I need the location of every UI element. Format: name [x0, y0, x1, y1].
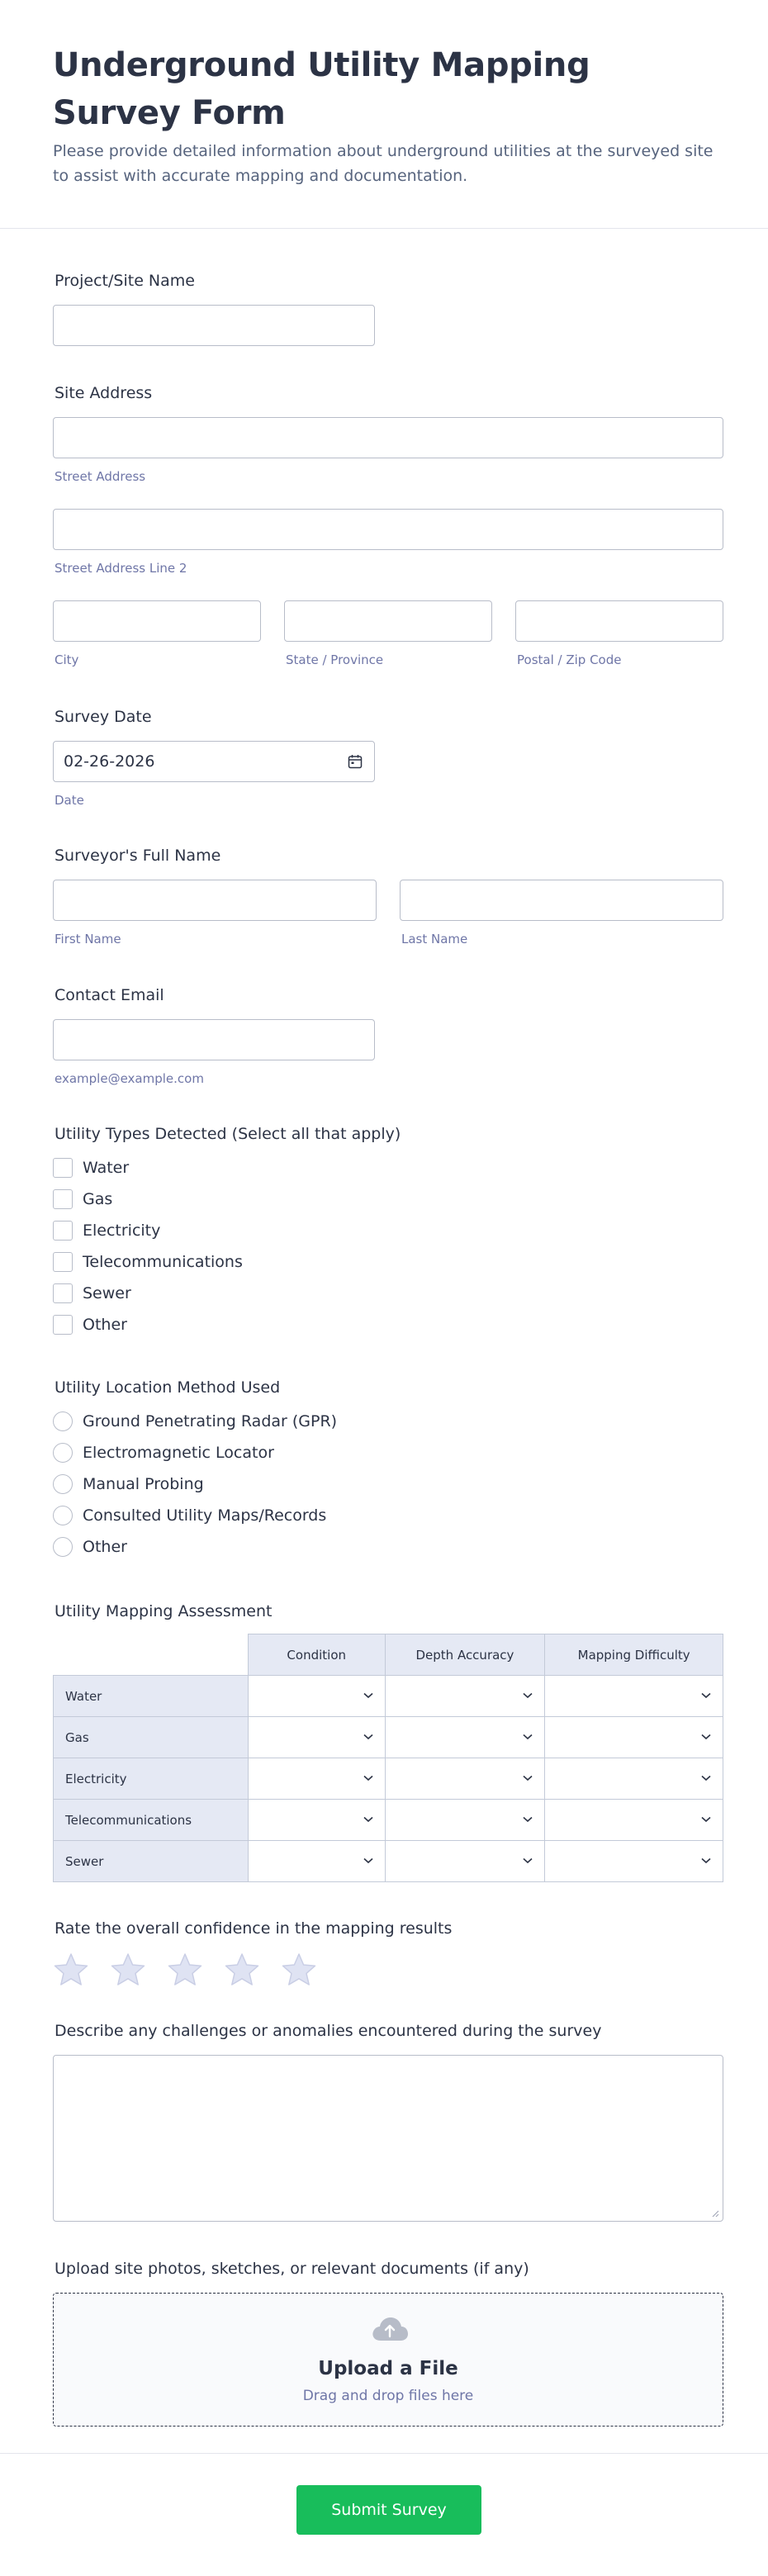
matrix-dropdown[interactable]	[248, 1717, 385, 1758]
location-method-field	[53, 1377, 723, 1567]
utility-type-option[interactable]	[53, 1188, 112, 1210]
survey-date-value: 02-26-2026	[64, 752, 155, 771]
location-method-label: Utility Location Method Used	[55, 1378, 281, 1397]
option-label: Water	[83, 1159, 130, 1177]
chevron-down-icon	[701, 1857, 711, 1864]
last-name-input[interactable]	[400, 880, 723, 921]
zip-sublabel: Postal / Zip Code	[517, 652, 622, 667]
address-label: Site Address	[55, 384, 153, 402]
chevron-down-icon	[523, 1775, 533, 1781]
chevron-down-icon	[701, 1734, 711, 1740]
location-method-option[interactable]	[53, 1473, 204, 1495]
survey-date-label: Survey Date	[55, 708, 152, 726]
first-name-sublabel: First Name	[55, 932, 121, 946]
matrix-dropdown[interactable]	[248, 1676, 385, 1717]
city-sublabel: City	[55, 652, 79, 667]
option-label: Other	[83, 1538, 127, 1556]
star-icon[interactable]	[167, 1952, 203, 1987]
file-dropzone[interactable]	[53, 2293, 723, 2427]
option-label: Ground Penetrating Radar (GPR)	[83, 1412, 338, 1430]
matrix-row-header: Gas	[54, 1717, 249, 1758]
option-label: Telecommunications	[83, 1253, 243, 1271]
utility-type-option[interactable]	[53, 1283, 131, 1304]
project-input[interactable]	[53, 305, 375, 346]
calendar-icon[interactable]	[348, 754, 363, 769]
chevron-down-icon	[363, 1775, 373, 1781]
location-method-option[interactable]	[53, 1536, 127, 1558]
street-address-line2-sublabel: Street Address Line 2	[55, 561, 187, 576]
chevron-down-icon	[363, 1734, 373, 1740]
chevron-down-icon	[523, 1816, 533, 1823]
star-rating	[53, 1952, 338, 1987]
city-input[interactable]	[53, 600, 261, 642]
option-label: Sewer	[83, 1284, 131, 1302]
street-address-sublabel: Street Address	[55, 469, 146, 484]
matrix-dropdown[interactable]	[385, 1676, 545, 1717]
matrix-row-header: Telecommunications	[54, 1800, 249, 1841]
radio[interactable]	[53, 1474, 73, 1494]
chevron-down-icon	[701, 1775, 711, 1781]
first-name-input[interactable]	[53, 880, 377, 921]
chevron-down-icon	[363, 1692, 373, 1699]
star-icon[interactable]	[110, 1952, 146, 1987]
star-icon[interactable]	[281, 1952, 317, 1987]
submit-button[interactable]: Submit Survey	[296, 2485, 481, 2535]
option-label: Gas	[83, 1190, 113, 1208]
matrix-row-header: Water	[54, 1676, 249, 1717]
email-label: Contact Email	[55, 986, 164, 1004]
email-sublabel: example@example.com	[55, 1071, 204, 1086]
matrix-dropdown[interactable]	[385, 1841, 545, 1882]
project-label: Project/Site Name	[55, 272, 195, 290]
matrix-dropdown[interactable]	[545, 1717, 723, 1758]
upload-subtitle: Drag and drop files here	[302, 2388, 474, 2404]
cloud-upload-icon	[371, 2315, 409, 2343]
radio[interactable]	[53, 1443, 73, 1463]
location-method-option[interactable]	[53, 1505, 326, 1526]
assessment-matrix	[53, 1634, 723, 1882]
street-address-input[interactable]	[53, 417, 723, 458]
option-label: Manual Probing	[83, 1475, 204, 1493]
street-address-line2-input[interactable]	[53, 509, 723, 550]
last-name-sublabel: Last Name	[401, 932, 468, 946]
resize-handle-icon[interactable]	[711, 2209, 719, 2218]
location-method-option[interactable]	[53, 1411, 337, 1432]
state-input[interactable]	[284, 600, 492, 642]
form-footer	[0, 2453, 768, 2576]
star-icon[interactable]	[53, 1952, 89, 1987]
challenges-label: Describe any challenges or anomalies encountered during the survey	[55, 2022, 602, 2040]
star-icon[interactable]	[224, 1952, 260, 1987]
matrix-dropdown[interactable]	[545, 1800, 723, 1841]
chevron-down-icon	[701, 1692, 711, 1699]
matrix-col-header: Mapping Difficulty	[545, 1634, 723, 1676]
chevron-down-icon	[363, 1816, 373, 1823]
survey-date-input[interactable]	[53, 741, 375, 782]
utility-type-option[interactable]	[53, 1251, 243, 1273]
confidence-label: Rate the overall confidence in the mapping results	[55, 1919, 453, 1938]
chevron-down-icon	[363, 1857, 373, 1864]
utility-types-label: Utility Types Detected (Select all that apply)	[55, 1125, 401, 1143]
utility-type-option[interactable]	[53, 1220, 160, 1241]
email-input[interactable]	[53, 1019, 375, 1060]
location-method-option[interactable]	[53, 1442, 274, 1464]
chevron-down-icon	[523, 1692, 533, 1699]
utility-types-field	[53, 1123, 723, 1338]
matrix-row-header: Sewer	[54, 1841, 249, 1882]
option-label: Electromagnetic Locator	[83, 1444, 274, 1462]
matrix-dropdown[interactable]	[248, 1841, 385, 1882]
form-header	[0, 0, 768, 229]
matrix-dropdown[interactable]	[248, 1800, 385, 1841]
checkbox[interactable]	[53, 1315, 73, 1335]
upload-title: Upload a File	[318, 2358, 458, 2379]
survey-date-field	[53, 706, 723, 814]
surveyor-label: Surveyor's Full Name	[55, 847, 221, 865]
surveyor-field	[53, 845, 723, 952]
zip-input[interactable]	[515, 600, 723, 642]
email-field	[53, 984, 723, 1092]
confidence-field	[53, 1918, 723, 1992]
project-field	[53, 270, 723, 353]
checkbox[interactable]	[53, 1221, 73, 1241]
assessment-field	[53, 1601, 723, 1881]
utility-type-option[interactable]	[53, 1314, 127, 1335]
challenges-field	[53, 2020, 723, 2227]
upload-label: Upload site photos, sketches, or relevant documents (if any)	[55, 2260, 529, 2278]
radio[interactable]	[53, 1411, 73, 1431]
checkbox[interactable]	[53, 1283, 73, 1303]
challenges-textarea[interactable]	[53, 2055, 723, 2222]
matrix-dropdown[interactable]	[248, 1758, 385, 1800]
matrix-row-header: Electricity	[54, 1758, 249, 1800]
option-label: Other	[83, 1316, 127, 1334]
address-field	[53, 382, 723, 671]
utility-type-option[interactable]	[53, 1157, 129, 1179]
option-label: Consulted Utility Maps/Records	[83, 1506, 327, 1525]
form-title: Underground Utility Mapping Survey Form	[53, 46, 590, 132]
state-sublabel: State / Province	[286, 652, 384, 667]
upload-field	[53, 2258, 723, 2431]
radio[interactable]	[53, 1537, 73, 1557]
checkbox[interactable]	[53, 1189, 73, 1209]
option-label: Electricity	[83, 1222, 161, 1240]
checkbox[interactable]	[53, 1158, 73, 1178]
radio[interactable]	[53, 1506, 73, 1525]
matrix-dropdown[interactable]	[545, 1841, 723, 1882]
matrix-col-header: Condition	[248, 1634, 385, 1676]
chevron-down-icon	[523, 1734, 533, 1740]
matrix-dropdown[interactable]	[545, 1676, 723, 1717]
matrix-dropdown[interactable]	[385, 1758, 545, 1800]
matrix-col-header: Depth Accuracy	[385, 1634, 545, 1676]
matrix-dropdown[interactable]	[545, 1758, 723, 1800]
survey-date-sublabel: Date	[55, 793, 84, 808]
matrix-dropdown[interactable]	[385, 1717, 545, 1758]
form-description: Please provide detailed information about underground utilities at the surveyed site to assist with accurate mapping and documentation.	[53, 142, 713, 185]
chevron-down-icon	[523, 1857, 533, 1864]
matrix-dropdown[interactable]	[385, 1800, 545, 1841]
matrix-corner	[54, 1634, 249, 1676]
chevron-down-icon	[701, 1816, 711, 1823]
assessment-label: Utility Mapping Assessment	[55, 1602, 273, 1620]
checkbox[interactable]	[53, 1252, 73, 1272]
